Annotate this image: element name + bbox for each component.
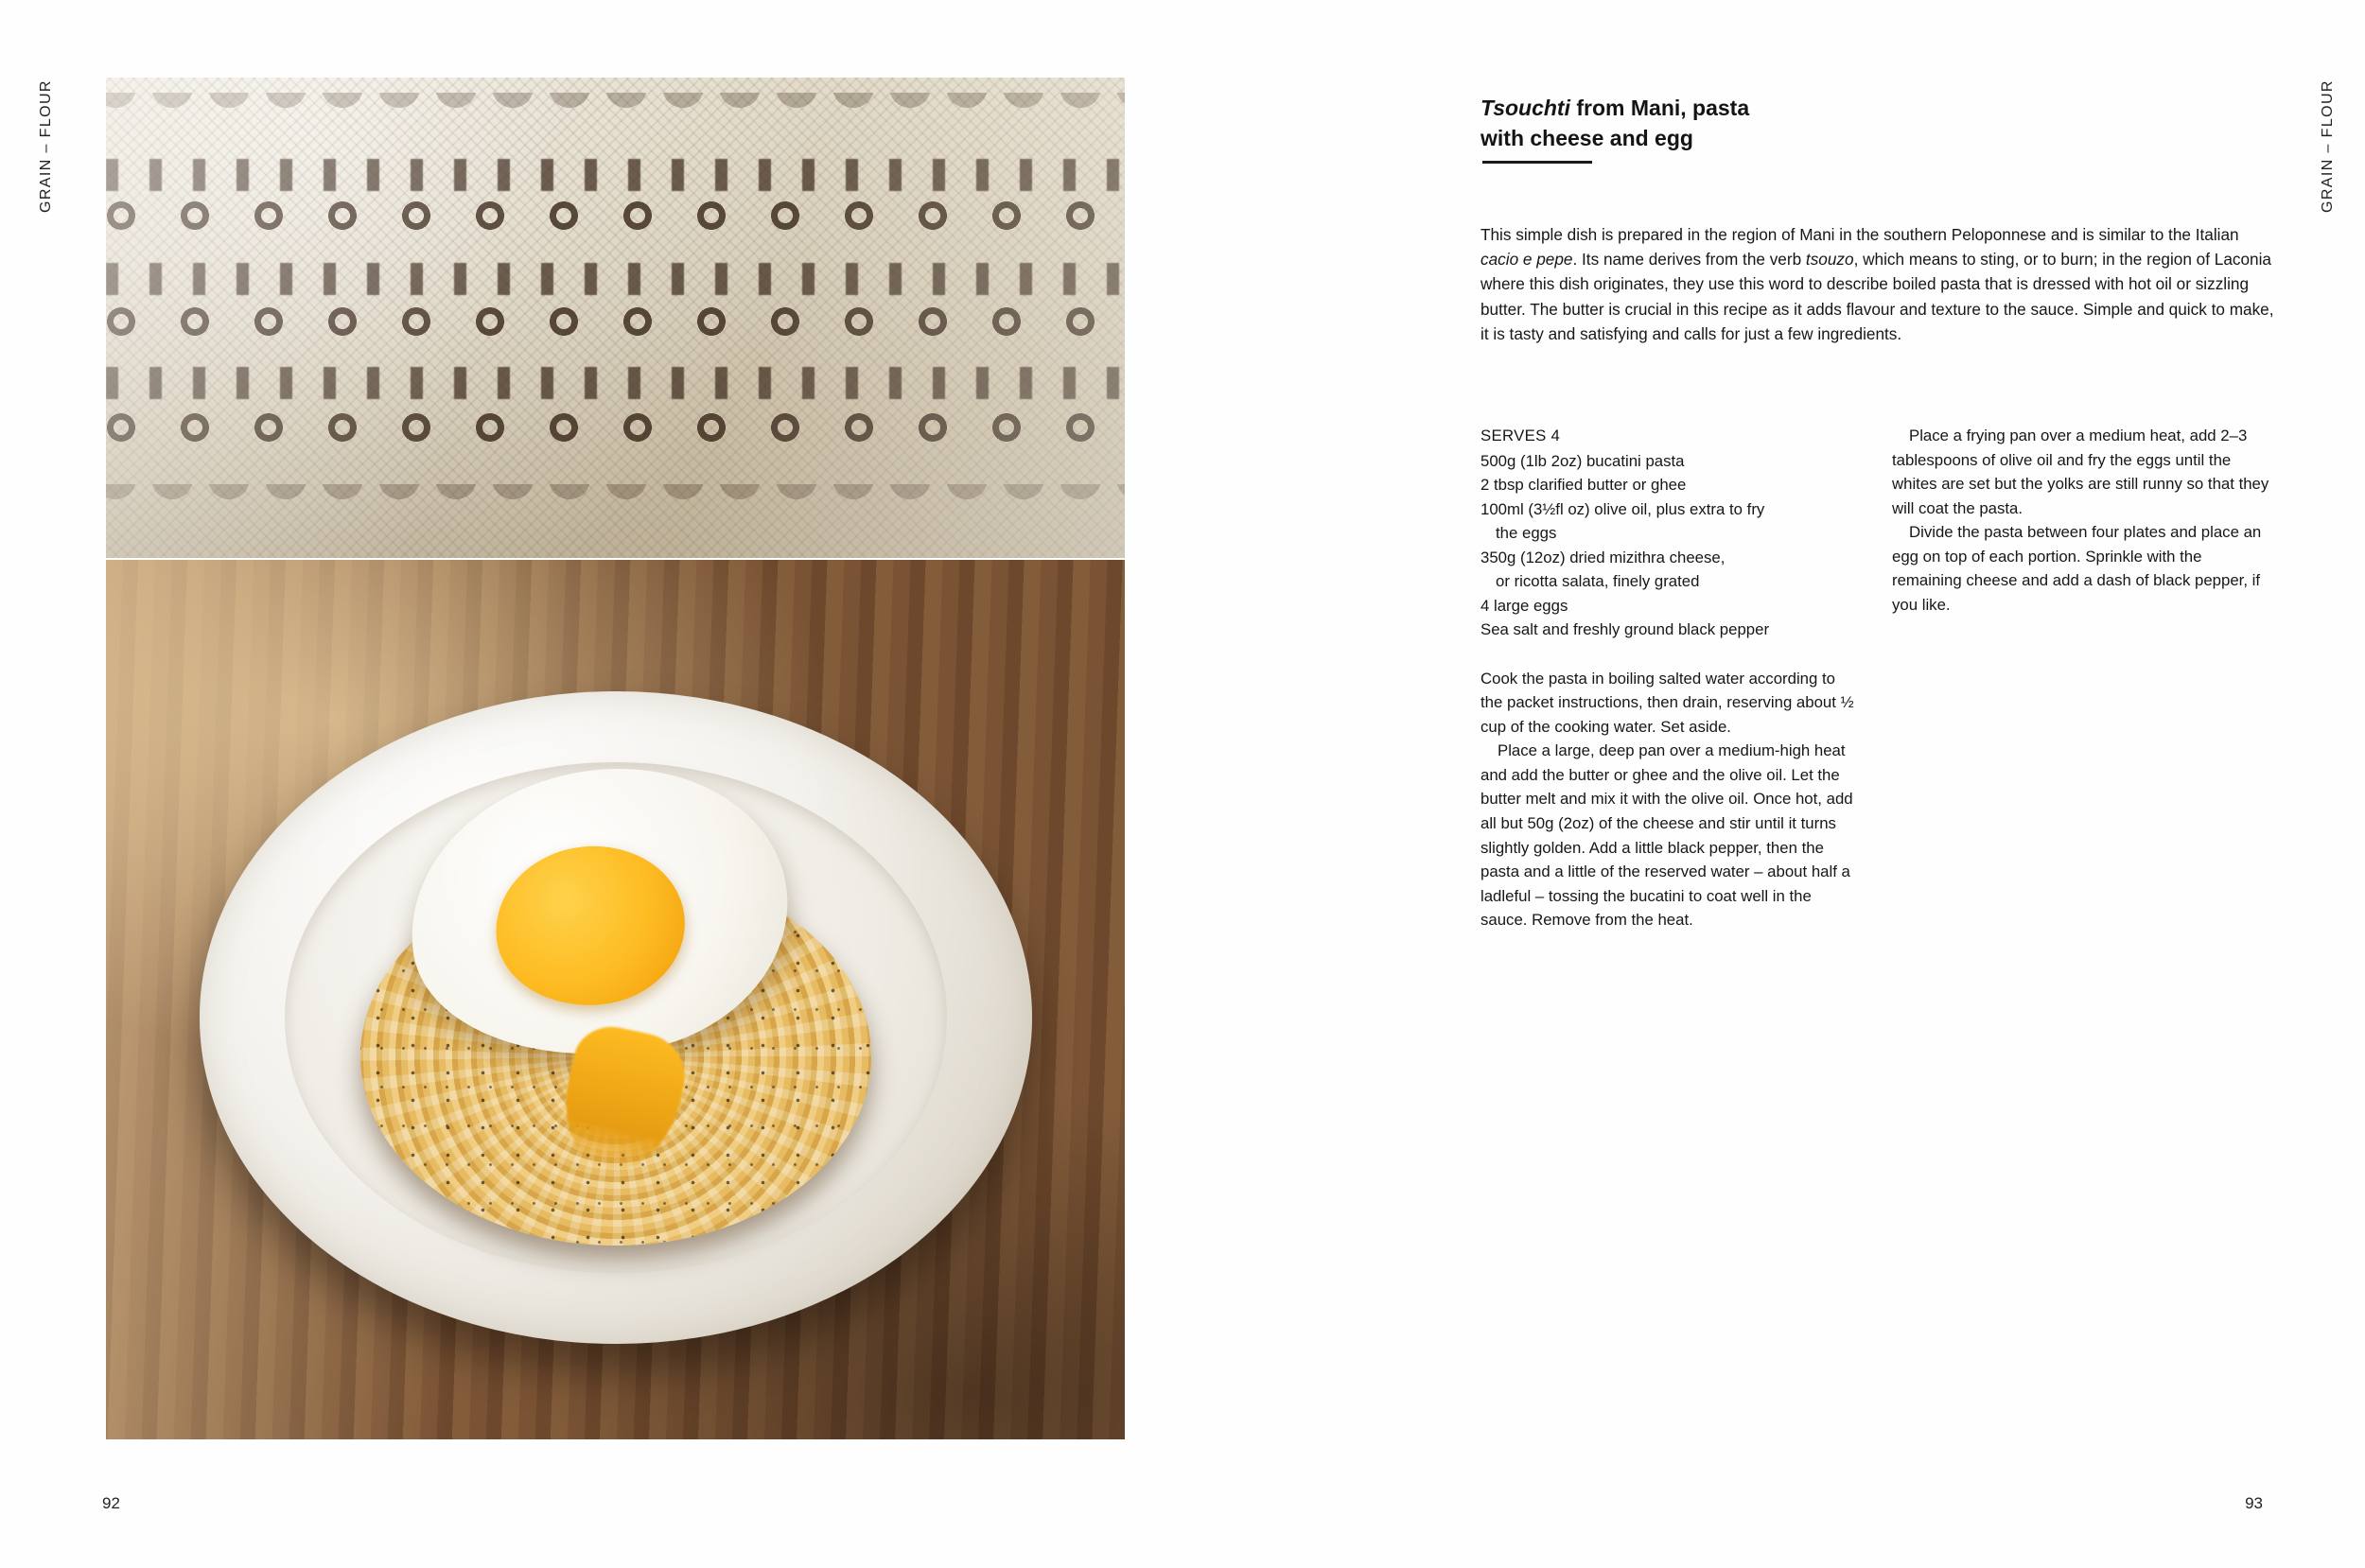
lace-rings-3 — [106, 403, 1125, 452]
running-head-left: GRAIN – FLOUR — [38, 79, 54, 213]
title-rule — [1482, 161, 1592, 164]
pasta-with-fried-egg-photo — [106, 560, 1125, 1439]
recipe-column-right — [1892, 424, 2275, 617]
method-right — [1892, 424, 2275, 617]
ingredient-item: Sea salt and freshly ground black pepper — [1480, 620, 1770, 639]
lace-band-2 — [106, 263, 1125, 295]
serves-label: SERVES 4 — [1480, 427, 1561, 444]
ingredient-item: or ricotta salata, finely grated — [1496, 572, 1700, 591]
ingredients-list — [1480, 449, 1859, 642]
recipe-title-line2: with cheese and egg — [1480, 125, 1693, 150]
method-paragraph: Divide the pasta between four plates and place an egg on top of each portion. Sprinkle with the remaining cheese and add a dash of black pepper, if you like. — [1892, 523, 2262, 614]
method-left — [1480, 667, 1859, 932]
method-paragraph: Cook the pasta in boiling salted water according to the packet instructions, then drain, reserving about ½ cup of the cooking water. Set aside. — [1480, 669, 1854, 736]
ingredient-item: 100ml (3½fl oz) olive oil, plus extra to fry — [1480, 499, 1765, 518]
ingredient-item: 2 tbsp clarified butter or ghee — [1480, 476, 1687, 495]
ceramic-plate — [200, 691, 1032, 1344]
lace-scallop-top — [106, 93, 1125, 131]
running-head-right: GRAIN – FLOUR — [2320, 79, 2336, 213]
intro-italic-1: cacio e pepe — [1480, 250, 1573, 270]
page-number-left: 92 — [102, 1494, 120, 1512]
column-spacer — [1480, 642, 1859, 667]
ingredient-item: 350g (12oz) dried mizithra cheese, — [1480, 548, 1726, 566]
ingredient-item: 4 large eggs — [1480, 596, 1568, 615]
ingredient-item: 500g (1lb 2oz) bucatini pasta — [1480, 451, 1685, 470]
lace-rings-1 — [106, 191, 1125, 240]
intro-italic-2: tsouzo — [1805, 250, 1854, 270]
method-paragraph: Place a large, deep pan over a medium-high heat and add the butter or ghee and the olive oil. Let the butter melt and mix it with the olive oil. Once hot, add all but 50g (2oz) of the cheese and stir until it turns slightly golden. Add a little black pepper, then the pasta and a little of the reserved water – about half a ladleful – tossing the bucatini to coat well in the sauce. Remove from the heat. — [1480, 741, 1853, 930]
lace-band-3 — [106, 367, 1125, 399]
recipe-title-italic: Tsouchti — [1480, 96, 1570, 121]
lace-rings-2 — [106, 297, 1125, 346]
ingredient-item: the eggs — [1496, 524, 1557, 543]
right-page — [1462, 0, 2332, 1568]
recipe-intro — [1480, 222, 2275, 346]
intro-part-2: . Its name derives from the verb — [1572, 250, 1806, 270]
lace-textile-photo — [106, 78, 1125, 558]
method-paragraph: Place a frying pan over a medium heat, add 2–3 tablespoons of olive oil and fry the eggs until the whites are set but the yolks are still runny so that they will coat the pasta. — [1892, 427, 2269, 517]
intro-part-1: This simple dish is prepared in the region of Mani in the southern Peloponnese and is similar to the Italian — [1480, 225, 2239, 245]
recipe-title-rest: from Mani, pasta — [1569, 96, 1750, 121]
recipe-title — [1480, 94, 2086, 153]
page-number-right: 93 — [2245, 1494, 2263, 1512]
lace-scallop-bottom — [106, 484, 1125, 522]
lace-band-1 — [106, 159, 1125, 191]
recipe-column-left — [1480, 424, 1859, 932]
intro-part-3: , which means to sting, or to burn; in the region of Laconia where this dish originates, they use this word to describe boiled pasta that is dressed with hot oil or sizzling butter. The butter is crucial in this recipe as it adds flavour and texture to the sauce. Simple and quick to make, it is tasty and satisfying and calls for just a few ingredients. — [1480, 250, 2274, 343]
